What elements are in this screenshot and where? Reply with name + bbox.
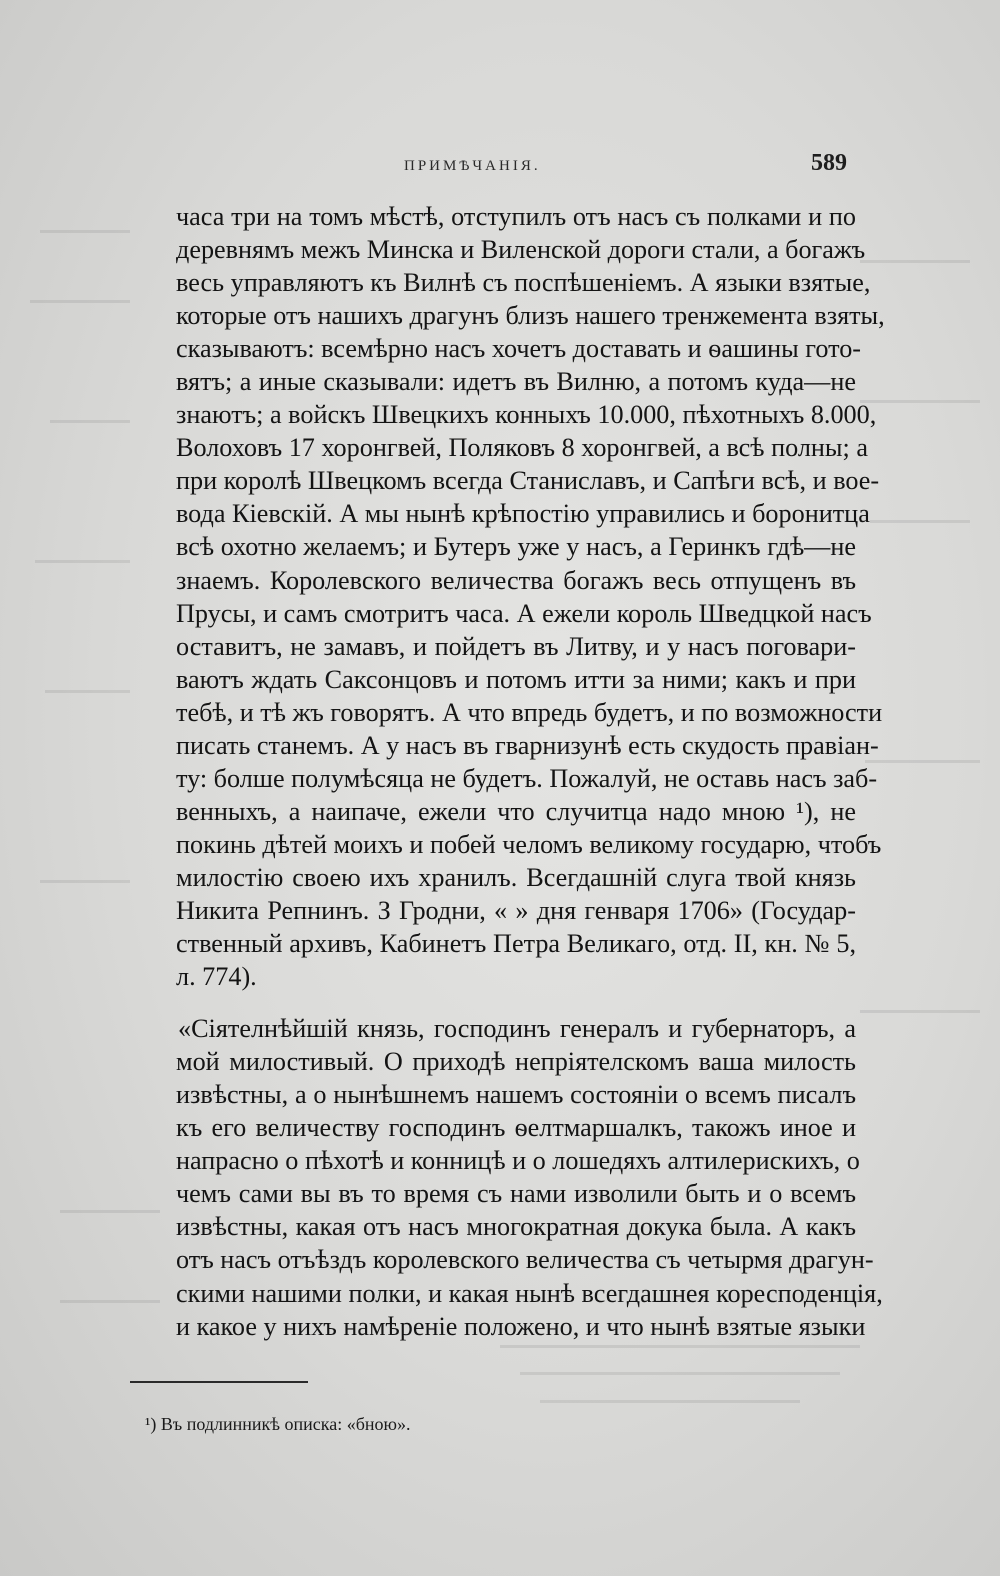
footnote: ¹) Въ подлинникѣ описка: «бною». [145, 1414, 411, 1434]
text-line: скими нашими полки, и какая нынѣ всегдашнея коресподенція, [176, 1278, 883, 1308]
text-line: знаемъ. Королевского величества богажъ весь отпущенъ въ [176, 565, 856, 595]
text-line: къ его величеству господинъ ѳелтмаршалкъ, такожъ иное и [176, 1113, 856, 1143]
text-line: мой милостивый. О приходѣ непріятелскомъ ваша милость [176, 1047, 856, 1077]
text-line: которые отъ нашихъ драгунъ близъ нашего тренжемента взяты, [176, 301, 885, 331]
text-line: ственный архивъ, Кабинетъ Петра Великаго, отд. II, кн. № 5, [176, 929, 856, 959]
text-line: вода Кіевскій. А мы нынѣ крѣпостію управились и боронитца [176, 499, 870, 529]
text-line: оставитъ, не замавъ, и пойдетъ въ Литву, и у насъ поговари- [176, 631, 856, 661]
text-line: Волоховъ 17 хоронгвей, Поляковъ 8 хоронгвей, а всѣ полны; а [176, 433, 868, 463]
text-line: знаютъ; а войскъ Швецкихъ конныхъ 10.000, пѣхотныхъ 8.000, [176, 400, 877, 430]
page-header [0, 150, 1000, 190]
text-line: весь управляютъ къ Вилнѣ съ поспѣшеніемъ. А языки взятые, [176, 268, 871, 298]
running-title: ПРИМѢЧАНІЯ. [404, 158, 541, 174]
text-line: отъ насъ отъѣздъ королевского величества съ четырмя драгун- [176, 1245, 874, 1275]
page-number: 589 [811, 150, 847, 176]
footnote-rule [130, 1381, 308, 1383]
text-line: милостію своею ихъ хранилъ. Всегдашній слуга твой князь [176, 862, 856, 892]
text-line: Прусы, и самъ смотритъ часа. А ежели король Шведцкой насъ [176, 598, 872, 628]
text-line: «Сіятелнѣйшій князь, господинъ генералъ и губернаторъ, а [178, 1014, 856, 1044]
text-line: извѣстны, какая отъ насъ многократная докука была. А какъ [176, 1212, 856, 1242]
text-line: напрасно о пѣхотѣ и конницѣ и о лошедяхъ алтилерискихъ, о [176, 1146, 860, 1176]
text-line: покинь дѣтей моихъ и побей челомъ великому государю, чтобъ [176, 829, 882, 859]
paragraph-gap [176, 993, 856, 1012]
text-line: всѣ охотно желаемъ; и Бутеръ уже у насъ, а Геринкъ гдѣ—не [176, 532, 856, 562]
text-line: чемъ сами вы въ то время съ нами изволили быть и о всемъ [176, 1179, 856, 1209]
text-line: часа три на томъ мѣстѣ, отступилъ отъ насъ съ полками и по [176, 202, 856, 231]
text-line: ваютъ ждать Саксонцовъ и потомъ итти за ними; какъ и при [176, 664, 856, 694]
text-line: деревнямъ межъ Минска и Виленской дороги стали, а богажъ [176, 235, 866, 265]
text-line: извѣстны, а о нынѣшнемъ нашемъ состояніи о всемъ писалъ [176, 1080, 856, 1110]
text-line: при королѣ Швецкомъ всегда Станиславъ, и Сапѣги всѣ, и вое- [176, 466, 880, 496]
text-line: ту: болше полумѣсяца не будетъ. Пожалуй, не оставь насъ заб- [176, 763, 878, 793]
text-line: и какое у нихъ намѣреніе положено, и что нынѣ взятые языки [176, 1311, 866, 1341]
text-line: венныхъ, а наипаче, ежели что случитца надо мною ¹), не [176, 796, 856, 826]
text-line: л. 774). [176, 962, 257, 992]
text-line: тебѣ, и тѣ жъ говорятъ. А что впредь будетъ, и по возможности [176, 697, 883, 727]
text-line: сказываютъ: всемѣрно насъ хочетъ доставать и ѳашины гото- [176, 334, 862, 364]
body-text [176, 200, 885, 1343]
text-line: писать станемъ. А у насъ въ гварнизунѣ есть скудость правіан- [176, 730, 879, 760]
text-line: Никита Репнинъ. З Гродни, « » дня генваря 1706» (Государ- [176, 895, 856, 925]
text-line: вятъ; а иные сказывали: идетъ въ Вилню, а потомъ куда—не [176, 367, 856, 397]
